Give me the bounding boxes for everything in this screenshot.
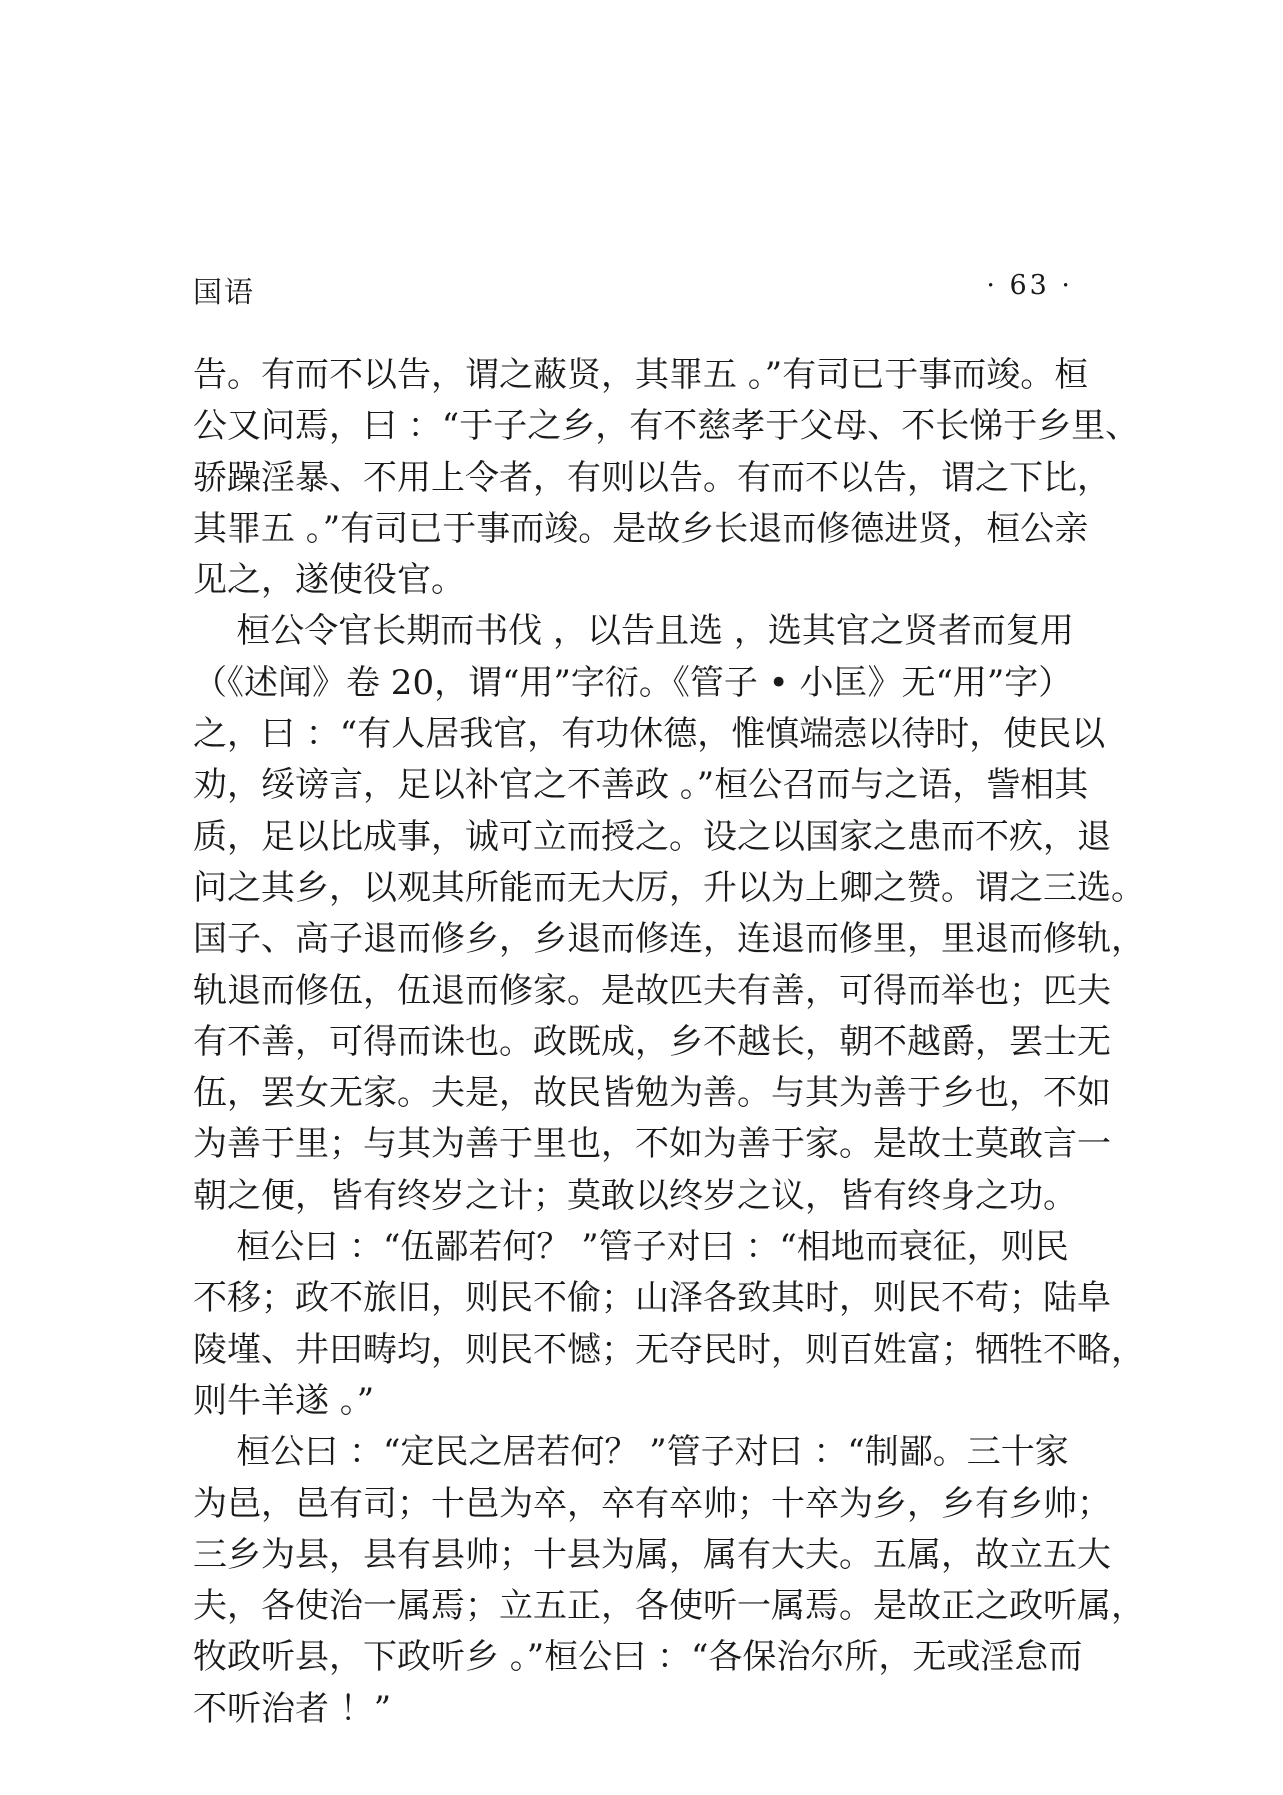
book-title: 国语 [193,275,256,309]
text-line: 朝之便，皆有终岁之计；莫敢以终岁之议，皆有终身之功。 [193,1175,1077,1216]
page-header [193,270,1073,310]
text-line: 见之，遂使役官。 [193,560,465,601]
text-line: 问之其乡，以观其所能而无大厉，升以为上卿之赞。谓之三选。 [193,867,1145,908]
text-line: 其罪五 。”有司已于事而竣。是故乡长退而修德进贤，桓公亲 [193,508,1089,549]
text-line: 轨退而修伍，伍退而修家。是故匹夫有善，可得而举也；匹夫 [193,970,1111,1011]
text-line: 为邑，邑有司；十邑为卒，卒有卒帅；十卒为乡，乡有乡帅； [193,1483,1111,1524]
body-text [193,350,1145,1735]
text-line: 为善于里；与其为善于里也，不如为善于家。是故士莫敢言一 [193,1124,1111,1165]
text-line: 牧政听县，下政听乡 。”桓公曰 ：“各保治尔所，无或淫怠而 [193,1637,1083,1678]
text-line: 桓公曰 ：“定民之居若何？ ”管子对曰 ：“制鄙。三十家 [193,1432,1069,1473]
text-line: 则牛羊遂 。” [193,1380,375,1421]
text-line: 三乡为县，县有县帅；十县为属，属有大夫。五属，故立五大 [193,1534,1111,1575]
text-line: 告。有而不以告，谓之蔽贤，其罪五 。”有司已于事而竣。桓 [193,355,1089,395]
text-line: 不听治者 ！” [193,1688,392,1729]
text-line: 夫，各使治一属焉；立五正，各使听一属焉。是故正之政听属， [193,1586,1145,1627]
text-line: 伍，罢女无家。夫是，故民皆勉为善。与其为善于乡也，不如 [193,1073,1111,1114]
page-number: · 63 · [986,270,1073,301]
text-line: 陵墐、井田畴均，则民不憾；无夺民时，则百姓富；牺牲不略， [193,1329,1145,1370]
text-line: 桓公令官长期而书伐 ，以告且选 ，选其官之贤者而复用 [193,611,1074,652]
text-line: 有不善，可得而诛也。政既成，乡不越长，朝不越爵，罢士无 [193,1021,1111,1062]
text-line: 之，曰 ：“有人居我官，有功休德，惟慎端悫以待时，使民以 [193,714,1106,755]
text-line: 公又问焉，曰 ：“于子之乡，有不慈孝于父母、不长悌于乡里、 [193,406,1140,447]
text-line: 国子、高子退而修乡，乡退而修连，连退而修里，里退而修轨， [193,919,1145,960]
text-line: 骄躁淫暴、不用上令者，有则以告。有而不以告，谓之下比， [193,457,1111,498]
text-line: 桓公曰 ：“伍鄙若何？ ”管子对曰 ：“相地而衰征，则民 [193,1227,1069,1268]
text-line: 不移；政不旅旧，则民不偷；山泽各致其时，则民不苟；陆阜 [193,1278,1111,1319]
text-line: （《述闻》卷 20，谓“用”字衍。《管子 • 小匡》无“用”字） [193,662,1073,703]
text-line: 质，足以比成事，诚可立而授之。设之以国家之患而不疚，退 [193,816,1111,857]
text-line: 劝，绥谤言，足以补官之不善政 。”桓公召而与之语，訾相其 [193,765,1089,806]
